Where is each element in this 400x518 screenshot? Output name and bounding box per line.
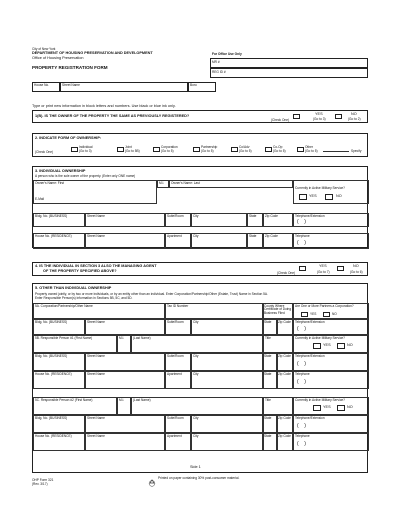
ownership-coop-note: (Go to 5) bbox=[273, 149, 286, 153]
boro-label: Boro bbox=[190, 83, 197, 87]
department-name: DEPARTMENT OF HOUSING PRESERVATION AND DEVELOPMENT bbox=[32, 51, 153, 55]
resp1-last-name-field[interactable] bbox=[131, 335, 263, 353]
ownership-individual-label: Individual bbox=[79, 145, 93, 149]
military-yes-label: YES bbox=[309, 194, 317, 198]
resp2-business-street-label: Street Name bbox=[87, 416, 105, 420]
email-label: E-Mail bbox=[35, 197, 45, 201]
section-1b-yes-label: YES bbox=[315, 112, 323, 116]
recycled-paper-note: Printed on paper containing 30% post-consumer material. bbox=[158, 476, 240, 480]
resp2-military-no-checkbox[interactable] bbox=[337, 405, 345, 411]
resp1-business-city-label: City bbox=[193, 354, 199, 358]
resp1-business-state-label: State bbox=[264, 354, 272, 358]
section-3 bbox=[32, 166, 368, 248]
partners-no-checkbox[interactable] bbox=[323, 312, 330, 317]
mr-number-label: MR # bbox=[212, 60, 220, 64]
ownership-corporation-note: (Go to 5) bbox=[161, 149, 174, 153]
resp2-business-bldg-label: Bldg. No. (BUSINESS) bbox=[35, 416, 68, 420]
partners-yes-label: YES bbox=[310, 312, 317, 316]
business-zip-label: Zip Code bbox=[265, 214, 278, 218]
military-service-cell bbox=[293, 180, 369, 204]
section-5 bbox=[32, 283, 368, 473]
resp2-military-label: Currently in Active Military Service? bbox=[295, 398, 345, 402]
section-4-yes-note: (Go to 7) bbox=[317, 270, 330, 274]
resp2-last-name-label: (Last Name) bbox=[133, 398, 151, 402]
tax-id-label: Tax ID Number bbox=[167, 304, 189, 308]
corp-business-suite-label: Suite/Room bbox=[167, 320, 184, 324]
corp-business-zip-label: Zip Code bbox=[278, 320, 291, 324]
corp-business-state-label: State bbox=[264, 320, 272, 324]
resp1-military-yes-checkbox[interactable] bbox=[313, 343, 321, 349]
business-street-label: Street Name bbox=[87, 214, 105, 218]
section-1b-no-note: (Go to 2) bbox=[348, 117, 361, 121]
ownership-coadv-checkbox[interactable] bbox=[231, 147, 238, 152]
section-1b-no-label: NO bbox=[351, 112, 357, 116]
section-1b-no-checkbox[interactable] bbox=[335, 114, 342, 119]
corp-business-city-field[interactable] bbox=[191, 319, 263, 335]
section-4-title-line2: OF THE PROPERTY SPECIFIED ABOVE? bbox=[43, 269, 117, 273]
resp1-mi-label: M.I. bbox=[119, 336, 125, 340]
house-number-label: House No. bbox=[34, 83, 50, 87]
section-5-description-2: Enter Responsible Person(s) information in Sections 5B, 5C, and 5D. bbox=[35, 296, 133, 300]
business-telephone-area-code: ( ) bbox=[297, 219, 306, 225]
check-one-label: (Check One) bbox=[271, 118, 290, 122]
resp2-business-suite-label: Suite/Room bbox=[167, 416, 184, 420]
business-suite-label: Suite/Room bbox=[167, 214, 184, 218]
ownership-partnership-note: (Go to 5) bbox=[201, 149, 214, 153]
resp1-residence-street-label: Street Name bbox=[87, 372, 105, 376]
residence-state-label: State bbox=[249, 234, 257, 238]
resp2-residence-house-label: House No. (RESIDENCE) bbox=[35, 434, 72, 438]
military-yes-checkbox[interactable] bbox=[299, 194, 307, 200]
resp2-business-state-label: State bbox=[264, 416, 272, 420]
resp1-military-no-label: NO bbox=[347, 343, 353, 347]
residence-telephone-label: Telephone bbox=[295, 234, 310, 238]
resp1-residence-city-field[interactable] bbox=[191, 371, 263, 389]
section-1b-title: 1(B). IS THE OWNER OF THE PROPERTY THE SAME AS PREVIOUSLY REGISTERED? bbox=[35, 114, 190, 118]
partners-corporation-label: Are One or More Partners a Corporation? bbox=[295, 304, 354, 308]
specify-label: Specify bbox=[351, 149, 362, 153]
ownership-joint-checkbox[interactable] bbox=[117, 147, 124, 152]
resp1-first-name-label: 5B. Responsible Person #1 (First Name) bbox=[35, 336, 93, 340]
check-one-label: (Check One) bbox=[277, 271, 296, 275]
ownership-joint-note: (Go to 5B) bbox=[125, 149, 140, 153]
military-no-label: NO bbox=[336, 194, 342, 198]
section-4-yes-label: YES bbox=[319, 264, 327, 268]
resp1-last-name-label: (Last Name) bbox=[133, 336, 151, 340]
residence-city-label: City bbox=[193, 234, 199, 238]
resp1-residence-state-label: State bbox=[264, 372, 272, 376]
section-4-no-label: NO bbox=[353, 264, 359, 268]
ownership-coop-checkbox[interactable] bbox=[265, 147, 272, 152]
corp-business-telephone-area-code: ( ) bbox=[297, 326, 306, 332]
county-certificate-label: County Where Certificate of Doing Business Filed bbox=[264, 304, 292, 315]
section-1b-yes-checkbox[interactable] bbox=[293, 114, 300, 119]
business-bldg-label: Bldg. No. (BUSINESS) bbox=[35, 214, 68, 218]
resp1-residence-telephone-label: Telephone bbox=[295, 372, 310, 376]
reg-id-label: REG ID # bbox=[212, 70, 226, 74]
check-one-label: (Check One) bbox=[35, 150, 54, 154]
residence-street-label: Street Name bbox=[87, 234, 105, 238]
resp1-business-bldg-label: Bldg. No. (BUSINESS) bbox=[35, 354, 68, 358]
ownership-other-label: Other bbox=[305, 145, 313, 149]
specify-line[interactable] bbox=[323, 151, 349, 152]
ownership-corporation-checkbox[interactable] bbox=[153, 147, 160, 152]
ownership-individual-note: (Go to 3) bbox=[79, 149, 92, 153]
resp2-mi-label: M.I. bbox=[119, 398, 125, 402]
resp2-residence-city-label: City bbox=[193, 434, 199, 438]
business-city-label: City bbox=[193, 214, 199, 218]
resp2-business-zip-label: Zip Code bbox=[278, 416, 291, 420]
corporation-name-label: 5A. Corporation/Partnership/Other Name bbox=[35, 304, 93, 308]
ownership-corporation-label: Corporation bbox=[161, 145, 178, 149]
residence-telephone-area-code: ( ) bbox=[297, 240, 306, 246]
resp2-residence-telephone-label: Telephone bbox=[295, 434, 310, 438]
section-1b bbox=[32, 110, 368, 123]
section-3-subtitle: A person who is the sole owner of the property. (Enter only ONE name) bbox=[35, 174, 136, 178]
corp-business-street-label: Street Name bbox=[87, 320, 105, 324]
resp2-military-no-label: NO bbox=[347, 405, 353, 409]
ownership-other-checkbox[interactable] bbox=[297, 147, 304, 152]
ownership-individual-checkbox[interactable] bbox=[71, 147, 78, 152]
section-4-no-checkbox[interactable] bbox=[337, 266, 344, 271]
page-side: Side 1 bbox=[190, 465, 201, 469]
form-number: OHP Form 321 bbox=[32, 478, 54, 482]
section-4-title-line1: 4. IS THE INDIVIDUAL IN SECTION 3 ALSO THE MANAGING AGENT bbox=[35, 264, 157, 268]
military-service-label: Currently in Active Military Service? bbox=[295, 186, 345, 190]
resp1-business-telephone-label: Telephone/Extension bbox=[295, 354, 325, 358]
residence-apartment-label: Apartment bbox=[167, 234, 182, 238]
resp1-military-no-checkbox[interactable] bbox=[337, 343, 345, 349]
corp-business-telephone-label: Telephone/Extension bbox=[295, 320, 325, 324]
owner-last-name-label: Owner's Name: Last bbox=[171, 181, 200, 185]
residence-zip-label: Zip Code bbox=[265, 234, 278, 238]
resp2-residence-city-field[interactable] bbox=[191, 433, 263, 451]
resp2-residence-zip-label: Zip Code bbox=[278, 434, 291, 438]
resp2-first-name-label: 5C. Responsible Person #2 (First Name) bbox=[35, 398, 93, 402]
resp2-business-telephone-area-code: ( ) bbox=[297, 423, 306, 429]
instructions: Type or print new information in block letters and numbers. Use black or blue ink only. bbox=[32, 104, 176, 108]
resp1-business-city-field[interactable] bbox=[191, 353, 263, 371]
section-5-description-1: Property owned jointly, or by two or more individuals, or by an entity other than an individual. Enter Corporation/Partnership/Other (Estate, Trust) Name in Section 5A. bbox=[35, 292, 268, 296]
residence-city-field[interactable] bbox=[191, 233, 247, 249]
resp2-residence-state-label: State bbox=[264, 434, 272, 438]
resp1-residence-telephone-area-code: ( ) bbox=[297, 379, 306, 385]
resp1-residence-apartment-label: Apartment bbox=[167, 372, 182, 376]
resp1-residence-city-label: City bbox=[193, 372, 199, 376]
business-telephone-label: Telephone/Extension bbox=[295, 214, 325, 218]
military-no-checkbox[interactable] bbox=[325, 194, 333, 200]
section-5-title: 5. OTHER THAN INDIVIDUAL OWNERSHIP bbox=[35, 286, 112, 290]
section-4-no-note: (Go to 6) bbox=[350, 270, 363, 274]
owner-first-name-label: Owner's Name: First bbox=[35, 181, 64, 185]
resp2-residence-telephone-area-code: ( ) bbox=[297, 441, 306, 447]
partners-yes-checkbox[interactable] bbox=[301, 312, 308, 317]
recycle-icon bbox=[148, 474, 156, 482]
section-2-title: 2. INDICATE FORM OF OWNERSHIP: bbox=[35, 136, 102, 140]
ownership-coadv-label: Co/Adv bbox=[239, 145, 250, 149]
resp1-business-telephone-area-code: ( ) bbox=[297, 361, 306, 367]
partners-no-label: NO bbox=[332, 312, 337, 316]
resp2-residence-street-label: Street Name bbox=[87, 434, 105, 438]
resp2-business-telephone-label: Telephone/Extension bbox=[295, 416, 325, 420]
resp2-title-label: Title bbox=[265, 398, 271, 402]
form-revision: (Rev. 3/17) bbox=[32, 482, 48, 486]
resp1-military-label: Currently in Active Military Service? bbox=[295, 336, 345, 340]
section-4 bbox=[32, 262, 368, 276]
resp2-military-yes-checkbox[interactable] bbox=[313, 405, 321, 411]
resp1-business-street-label: Street Name bbox=[87, 354, 105, 358]
office-name: Office of Housing Preservation bbox=[32, 56, 84, 60]
resp2-business-city-label: City bbox=[193, 416, 199, 420]
corp-business-city-label: City bbox=[193, 320, 199, 324]
residence-house-label: House No. (RESIDENCE) bbox=[35, 234, 72, 238]
reg-id-field[interactable] bbox=[210, 68, 368, 78]
owner-mi-label: M.I. bbox=[159, 181, 165, 185]
ownership-partnership-checkbox[interactable] bbox=[193, 147, 200, 152]
business-state-label: State bbox=[249, 214, 257, 218]
office-use-title: For Office Use Only bbox=[212, 52, 242, 56]
ownership-coadv-note: (Go to 5) bbox=[239, 149, 252, 153]
street-name-label: Street Name bbox=[62, 83, 80, 87]
resp1-residence-house-label: House No. (RESIDENCE) bbox=[35, 372, 72, 376]
ownership-joint-label: Joint bbox=[125, 145, 132, 149]
resp1-business-zip-label: Zip Code bbox=[278, 354, 291, 358]
section-1b-yes-note: (Go to 3) bbox=[313, 117, 326, 121]
ownership-other-note: (Go to 5) bbox=[305, 149, 318, 153]
business-city-field[interactable] bbox=[191, 213, 247, 227]
section-3-title: 3. INDIVIDUAL OWNERSHIP bbox=[35, 169, 86, 173]
section-4-yes-checkbox[interactable] bbox=[299, 266, 306, 271]
corp-business-bldg-label: Bldg. No. (BUSINESS) bbox=[35, 320, 68, 324]
resp2-last-name-field[interactable] bbox=[131, 397, 263, 415]
form-title: PROPERTY REGISTRATION FORM bbox=[32, 65, 108, 70]
ownership-coop-label: Co-Op bbox=[273, 145, 283, 149]
resp2-residence-apartment-label: Apartment bbox=[167, 434, 182, 438]
mr-number-field[interactable] bbox=[210, 58, 368, 68]
resp1-residence-zip-label: Zip Code bbox=[278, 372, 291, 376]
resp2-business-city-field[interactable] bbox=[191, 415, 263, 433]
ownership-partnership-label: Partnership bbox=[201, 145, 218, 149]
resp1-business-suite-label: Suite/Room bbox=[167, 354, 184, 358]
section-2 bbox=[32, 133, 368, 157]
resp2-military-yes-label: YES bbox=[323, 405, 331, 409]
resp1-title-label: Title bbox=[265, 336, 271, 340]
resp1-military-yes-label: YES bbox=[323, 343, 331, 347]
city-name: City of New York bbox=[32, 47, 56, 51]
